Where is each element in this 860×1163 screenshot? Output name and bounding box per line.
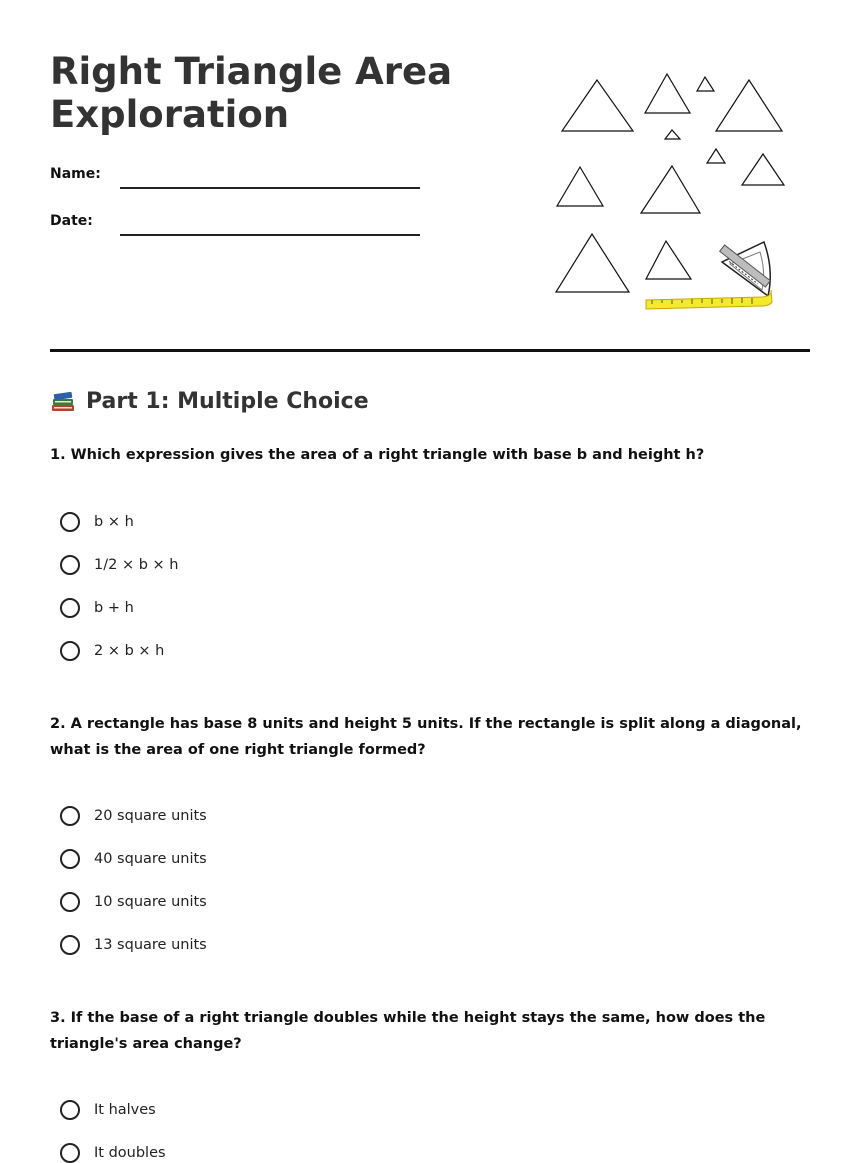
q2-option-a[interactable] <box>60 806 207 826</box>
q2-option-c[interactable] <box>60 892 207 912</box>
q1-option-d[interactable] <box>60 641 164 661</box>
q2-option-d[interactable] <box>60 935 207 955</box>
option-label: 13 square units <box>94 937 207 953</box>
q3-option-a[interactable] <box>60 1100 156 1120</box>
part1-heading <box>50 388 369 414</box>
measuring-tape-icon <box>646 290 772 309</box>
radio-button[interactable] <box>60 1143 80 1163</box>
option-label: 10 square units <box>94 894 207 910</box>
radio-button[interactable] <box>60 849 80 869</box>
name-label: Name: <box>50 166 101 182</box>
question-3: 3. If the base of a right triangle doubles while the height stays the same, how does the triangle's area change? <box>50 1010 766 1052</box>
option-label: b + h <box>94 600 134 616</box>
radio-button[interactable] <box>60 806 80 826</box>
triangle-shape <box>707 149 725 163</box>
q3-option-b[interactable] <box>60 1143 166 1163</box>
triangle-shape <box>646 241 691 279</box>
triangle-shape <box>556 234 629 292</box>
section-divider <box>50 349 810 352</box>
option-label: It halves <box>94 1102 156 1118</box>
triangle-shape <box>641 166 700 213</box>
q1-option-b[interactable] <box>60 555 178 575</box>
option-label: 2 × b × h <box>94 643 165 659</box>
option-label: 40 square units <box>94 851 207 867</box>
option-label: 1/2 × b × h <box>94 557 179 573</box>
triangle-shape <box>557 167 603 206</box>
question-1: 1. Which expression gives the area of a right triangle with base b and height h? <box>50 447 705 463</box>
part1-title: Part 1: Multiple Choice <box>86 388 369 414</box>
worksheet-title: Right Triangle Area Exploration <box>50 50 453 136</box>
name-field[interactable] <box>120 187 420 189</box>
radio-button[interactable] <box>60 1100 80 1120</box>
radio-button[interactable] <box>60 935 80 955</box>
q2-option-b[interactable] <box>60 849 207 869</box>
q1-option-c[interactable] <box>60 598 134 618</box>
option-label: 20 square units <box>94 808 207 824</box>
option-label: b × h <box>94 514 134 530</box>
triangles-illustration <box>548 66 793 316</box>
radio-button[interactable] <box>60 512 80 532</box>
date-field[interactable] <box>120 234 420 236</box>
triangle-shape <box>697 77 714 91</box>
radio-button[interactable] <box>60 598 80 618</box>
question-2: 2. A rectangle has base 8 units and height 5 units. If the rectangle is split along a diagonal, what is the area of one right triangle formed? <box>50 716 802 758</box>
triangle-shape <box>562 80 633 131</box>
protractor-icon <box>720 242 771 296</box>
triangle-shape <box>742 154 784 185</box>
triangle-shape <box>645 74 690 113</box>
books-icon <box>50 388 76 414</box>
option-label: It doubles <box>94 1145 166 1161</box>
triangle-shape <box>716 80 782 131</box>
radio-button[interactable] <box>60 555 80 575</box>
radio-button[interactable] <box>60 641 80 661</box>
date-label: Date: <box>50 213 93 229</box>
radio-button[interactable] <box>60 892 80 912</box>
triangle-shape <box>665 130 680 139</box>
q1-option-a[interactable] <box>60 512 134 532</box>
